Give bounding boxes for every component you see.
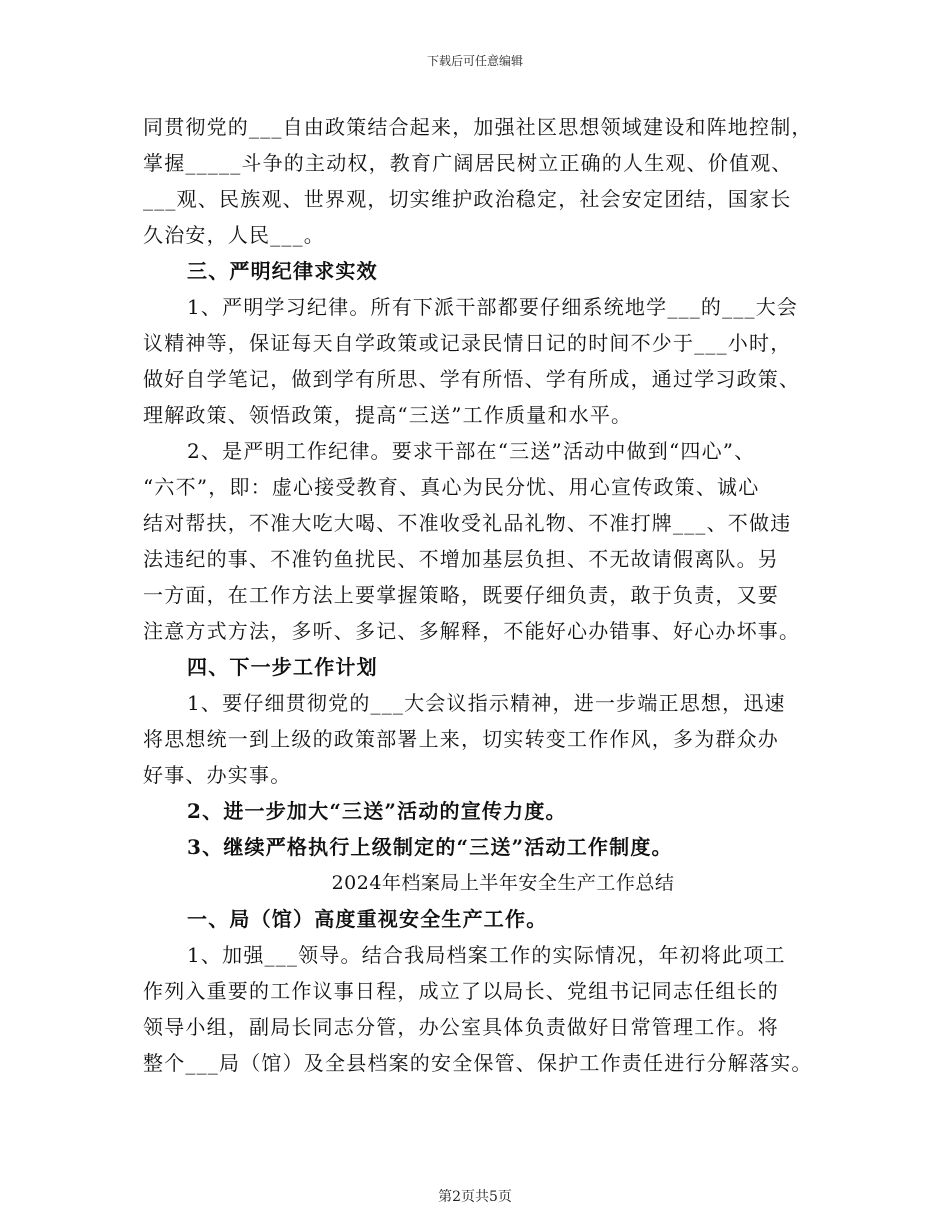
body-text-line: “六不”，即：虚心接受教育、真心为民分忧、用心宣传政策、诚心 xyxy=(143,475,760,499)
body-text-line: 结对帮扶，不准大吃大喝、不准收受礼品礼物、不准打牌___、不做违 xyxy=(143,511,792,535)
body-text-line: 领导小组，副局长同志分管，办公室具体负责做好日常管理工作。将 xyxy=(143,1015,779,1039)
section-heading: 2、进一步加大“三送”活动的宣传力度。 xyxy=(187,799,567,823)
body-text-line: 1、严明学习纪律。所有下派干部都要仔细系统地学___的___大会 xyxy=(187,295,799,319)
body-text-line: 作列入重要的工作议事日程，成立了以局长、党组书记同志任组长的 xyxy=(143,979,779,1003)
body-text-line: 一方面，在工作方法上要掌握策略，既要仔细负责，敢于负责，又要 xyxy=(143,583,779,607)
body-text-line: 注意方式方法，多听、多记、多解释，不能好心办错事、好心办坏事。 xyxy=(143,619,801,643)
section-heading: 三、严明纪律求实效 xyxy=(187,259,378,283)
body-text-line: 2、是严明工作纪律。要求干部在“三送”活动中做到“四心”、 xyxy=(187,439,756,463)
section-heading: 四、下一步工作计划 xyxy=(187,655,378,679)
document-body xyxy=(143,109,823,1081)
body-text-line: 整个___局（馆）及全县档案的安全保管、保护工作责任进行分解落实。 xyxy=(143,1051,813,1075)
body-text-line: ___观、民族观、世界观，切实维护政治稳定，社会安定团结，国家长 xyxy=(143,187,792,211)
section-heading: 3、继续严格执行上级制定的“三送”活动工作制度。 xyxy=(187,835,673,859)
body-text-line: 1、加强___领导。结合我局档案工作的实际情况，年初将此项工 xyxy=(187,943,786,967)
body-text-line: 久治安，人民___。 xyxy=(143,223,325,247)
document-title: 2024年档案局上半年安全生产工作总结 xyxy=(331,872,675,894)
body-text-line: 做好自学笔记，做到学有所思、学有所悟、学有所成，通过学习政策、 xyxy=(143,367,801,391)
body-text-line: 好事、办实事。 xyxy=(143,763,292,787)
body-text-line: 同贯彻党的___自由政策结合起来，加强社区思想领域建设和阵地控制， xyxy=(143,115,813,139)
page-number: 第2页共5页 xyxy=(438,1189,512,1205)
section-heading: 一、局（馆）高度重视安全生产工作。 xyxy=(187,907,548,931)
body-text-line: 议精神等，保证每天自学政策或记录民情日记的时间不少于___小时， xyxy=(143,331,792,355)
body-text-line: 掌握_____斗争的主动权，教育广阔居民树立正确的人生观、价值观、 xyxy=(143,151,793,175)
body-text-line: 将思想统一到上级的政策部署上来，切实转变工作作风，多为群众办 xyxy=(143,727,779,751)
body-text-line: 法违纪的事、不准钓鱼扰民、不增加基层负担、不无故请假离队。另 xyxy=(143,547,779,571)
body-text-line: 理解政策、领悟政策，提高“三送”工作质量和水平。 xyxy=(143,403,633,427)
page-header: 下载后可任意编辑 xyxy=(426,54,523,68)
body-text-line: 1、要仔细贯彻党的___大会议指示精神，进一步端正思想，迅速 xyxy=(187,691,786,715)
